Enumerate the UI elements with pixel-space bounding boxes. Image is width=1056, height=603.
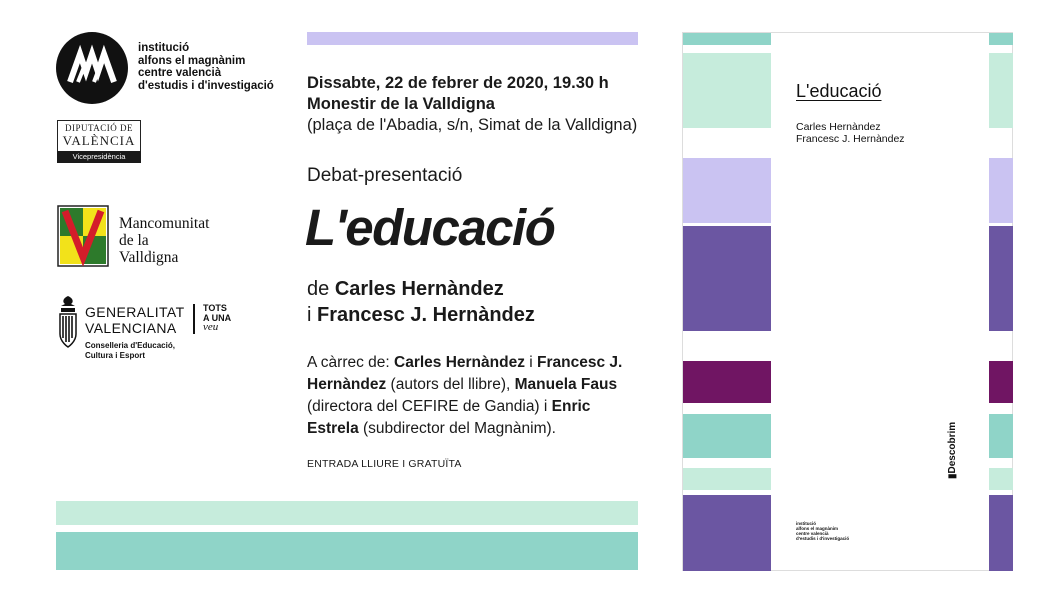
cover-stripe — [989, 495, 1013, 571]
mancomunitat-shield-icon — [57, 205, 109, 267]
top-accent-bar — [307, 32, 638, 45]
cover-stripe — [989, 468, 1013, 490]
institution-name: institució alfons el magnànim centre valencià d'estudis i d'investigació — [138, 42, 274, 92]
charge-text-1: i — [524, 354, 538, 371]
event-authors — [307, 276, 535, 328]
diputacio-vicepresidencia: Vicepresidència — [57, 151, 141, 163]
participant-3: Manuela Faus — [514, 376, 618, 393]
event-type: Debat-presentació — [307, 165, 463, 186]
generalitat-divider — [193, 304, 195, 334]
cover-institution: institució alfons el magnànim centre valencià d'estudis i d'investigació — [796, 521, 850, 541]
cover-stripe — [989, 158, 1013, 223]
generalitat-valenciana-logo — [57, 294, 247, 364]
cover-collection-brand: ▮Descobrim — [947, 421, 958, 479]
charge-text-2: (autors del llibre), — [386, 376, 515, 393]
cover-stripe — [683, 33, 771, 45]
event-place: Monestir de la Valldigna — [307, 95, 495, 113]
diputacio-line1: DIPUTACIÓ DE — [64, 123, 134, 133]
institucio-alfons-logo — [56, 32, 296, 104]
participant-1: Carles Hernàndez — [394, 354, 525, 371]
cover-stripe — [683, 226, 771, 331]
cover-stripe — [683, 495, 771, 571]
cover-stripe — [989, 414, 1013, 458]
participant-2: Francesc J. Hernàndez — [307, 354, 623, 393]
participant-4: Enric Estrela — [307, 398, 591, 437]
cover-author-1: Carles Hernàndez — [796, 121, 881, 133]
cover-title: L'educació — [796, 81, 882, 101]
mancomunitat-name: Mancomunitat de la Valldigna — [119, 215, 210, 266]
diputacio-valencia-logo — [57, 120, 141, 164]
author-2: Francesc J. Hernàndez — [317, 304, 535, 326]
generalitat-crest-icon — [57, 294, 79, 350]
cover-author-2: Francesc J. Hernàndez — [796, 133, 905, 145]
by-joiner: i — [307, 304, 312, 326]
cover-stripe — [683, 468, 771, 490]
diputacio-frame — [57, 120, 141, 152]
by-prefix: de — [307, 278, 330, 300]
event-date: Dissabte, 22 de febrer de 2020, 19.30 h — [307, 74, 609, 92]
cover-stripe — [989, 33, 1013, 45]
bottom-band-light — [56, 501, 638, 525]
cover-stripe — [683, 53, 771, 128]
event-title: L'educació — [305, 199, 555, 256]
event-address: (plaça de l'Abadia, s/n, Simat de la Valldigna) — [307, 116, 638, 134]
cover-brand-text: Descobrim — [947, 421, 958, 474]
magnanim-emblem-icon — [56, 32, 128, 104]
charge-text-3: (directora del CEFIRE de Gandia) i — [307, 398, 552, 415]
cover-stripe — [989, 361, 1013, 403]
author-1: Carles Hernàndez — [334, 278, 504, 300]
entry-note: ENTRADA LLIURE I GRATUÏTA — [307, 458, 462, 470]
generalitat-name: GENERALITAT VALENCIANA — [85, 304, 185, 336]
cover-stripe — [989, 226, 1013, 331]
charge-text-4: (subdirector del Magnànim). — [358, 420, 556, 437]
book-cover — [682, 32, 1013, 571]
tots-a-una-veu: TOTS A UNA veu — [203, 303, 232, 333]
charge-intro: A càrrec de: — [307, 354, 395, 371]
conselleria-name: Conselleria d'Educació, Cultura i Esport — [85, 341, 175, 360]
cover-stripe — [989, 53, 1013, 128]
bottom-band-teal — [56, 532, 638, 570]
event-participants — [307, 352, 642, 440]
cover-stripe — [683, 361, 771, 403]
mancomunitat-valldigna-logo — [57, 205, 257, 269]
cover-stripe — [683, 158, 771, 223]
diputacio-line2: VALÈNCIA — [62, 133, 136, 148]
cover-stripe — [683, 414, 771, 458]
